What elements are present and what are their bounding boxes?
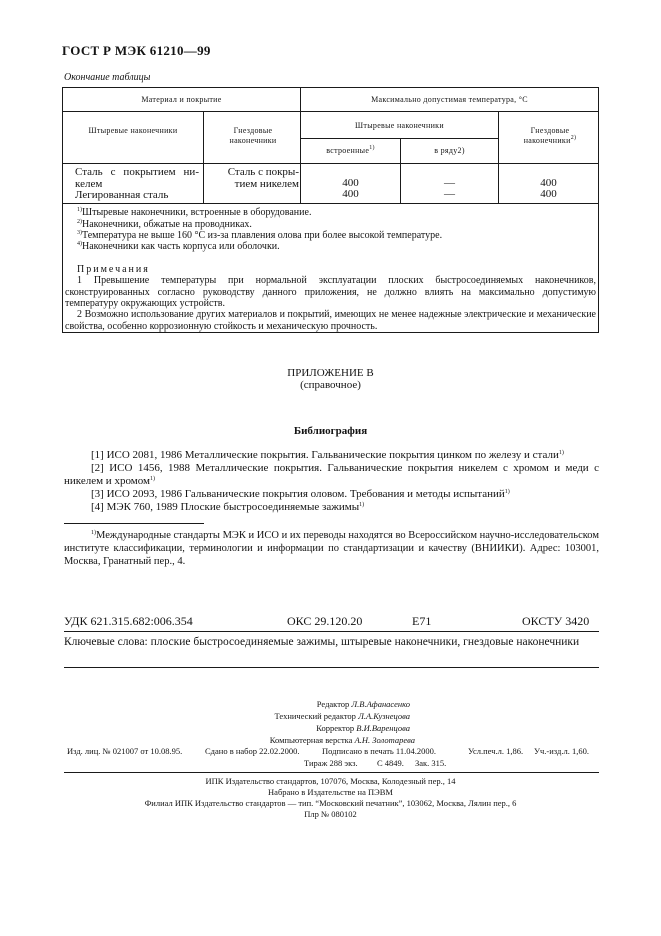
keywords: Ключевые слова: плоские быстросоединяемые зажимы, штыревые наконечники, гнездовые наконечники: [64, 636, 580, 648]
note-1: 1 Превышение температуры при нормальной эксплуатации плоских быстросоединяемых наконечников, сконструированных согласно руководству данного приложения, не должно влиять на максимально допустимую температуру окружающих устройств.: [65, 275, 596, 309]
bibliography-item: [1] ИСО 2081, 1986 Металлические покрытия. Гальванические покрытия цинком по железу и стали$^{1)}$: [91, 449, 564, 461]
credit-layout: Компьютерная верстка А.Н. Золотарева: [269, 735, 415, 745]
classification-divider-top: [64, 631, 599, 632]
publisher-line-4: Плр № 080102: [304, 809, 357, 819]
udk-code: УДК 621.315.682:006.354: [64, 614, 193, 628]
imprint-divider: [64, 772, 599, 773]
table-footnote-2: $^{2)}$Наконечники, обжатые на проводниках.: [77, 219, 252, 230]
appendix-title: ПРИЛОЖЕНИЕ В: [287, 367, 374, 379]
credit-tech-editor: Технический редактор Л.А.Кузнецова: [274, 711, 410, 721]
header-in-row: в ряду2): [434, 146, 465, 155]
credit-editor: Редактор Л.В.Афанасенко: [316, 699, 410, 709]
bibliography-item: [2] ИСО 1456, 1988 Металлические покрытия. Гальванические покрытия никелем с хромом и меди с никелем и хромом$^{1)}$: [64, 462, 599, 487]
table-caption: Окончание таблицы: [64, 72, 151, 83]
row1-socket: Сталь с покры-тием никелем: [227, 166, 299, 190]
row1-pin: Сталь с покрытием ни-келем: [75, 166, 199, 190]
row1-socket-temp: 400: [540, 177, 557, 189]
header-built-in: встроенные$^{1)}$: [326, 145, 375, 155]
bibliography-footnote: $^{1)}$Международные стандарты МЭК и ИСО и их переводы находятся во Всероссийском научно-исследовательском институте классификации, терминологии и информации по стандартизации и качеству (ВНИИКИ). Адрес: 103001, Москва, Гранатный пер., 4.: [64, 530, 599, 567]
header-material: Материал и покрытие: [141, 95, 222, 104]
note-2: 2 Возможно использование других материалов и покрытий, имеющих не менее надежные электрические и механические свойства, особенно коррозионную стойкость и механическую прочность.: [65, 309, 596, 332]
document-header: ГОСТ Р МЭК 61210—99: [62, 43, 211, 58]
row2-in-row: —: [444, 188, 455, 200]
oks-code: ОКС 29.120.20: [287, 614, 363, 628]
keywords-divider: [64, 667, 599, 668]
bibliography-item: [3] ИСО 2093, 1986 Гальванические покрытия оловом. Требования и методы испытаний$^{1)}$: [91, 488, 510, 500]
row2-built-in: 400: [342, 188, 359, 200]
appendix-subtitle: (справочное): [300, 379, 361, 391]
bibliography-item: [4] МЭК 760, 1989 Плоские быстросоединяемые зажимы$^{1)}$: [91, 501, 365, 513]
header-pin-group: Штыревые наконечники: [355, 121, 444, 130]
header-max-temp: Максимально допустимая температура, °С: [371, 95, 528, 104]
okstu-code: ОКСТУ 3420: [522, 614, 590, 628]
credit-corrector: Корректор В.И.Варенцова: [316, 723, 410, 733]
table-footnote-1: $^{1)}$Штыревые наконечники, встроенные в оборудование.: [77, 207, 312, 218]
bibliography-title: Библиография: [293, 425, 368, 437]
publisher-line-3: Филиал ИПК Издательство стандартов — тип. “Московский печатник”, 103062, Москва, Лялин пер., 6: [144, 798, 517, 808]
publisher-line-2: Набрано в Издательстве на ПЭВМ: [268, 787, 393, 797]
row2-socket-temp: 400: [540, 188, 557, 200]
header-pin: Штыревые наконечники: [88, 126, 178, 135]
footnote-divider: [64, 523, 204, 524]
header-socket-temp: Гнездовые наконечники$^{2)}$: [523, 126, 577, 145]
publisher-line-1: ИПК Издательство стандартов, 107076, Москва, Колодезный пер., 14: [205, 776, 456, 786]
table-footnote-4: $^{4)}$Наконечники как часть корпуса или оболочки.: [77, 241, 280, 252]
header-socket: Гнездовые наконечники: [229, 126, 277, 145]
row1-built-in: 400: [342, 177, 359, 189]
notes-heading: Примечания: [77, 264, 150, 275]
row2-pin: Легированная сталь: [75, 189, 169, 201]
table-footnote-3: $^{3)}$Температура не выше 160 °С из-за плавления олова при более высокой температуре.: [77, 230, 443, 241]
row1-in-row: —: [444, 177, 455, 189]
temperature-table: [62, 87, 599, 333]
e-code: Е71: [412, 614, 432, 628]
